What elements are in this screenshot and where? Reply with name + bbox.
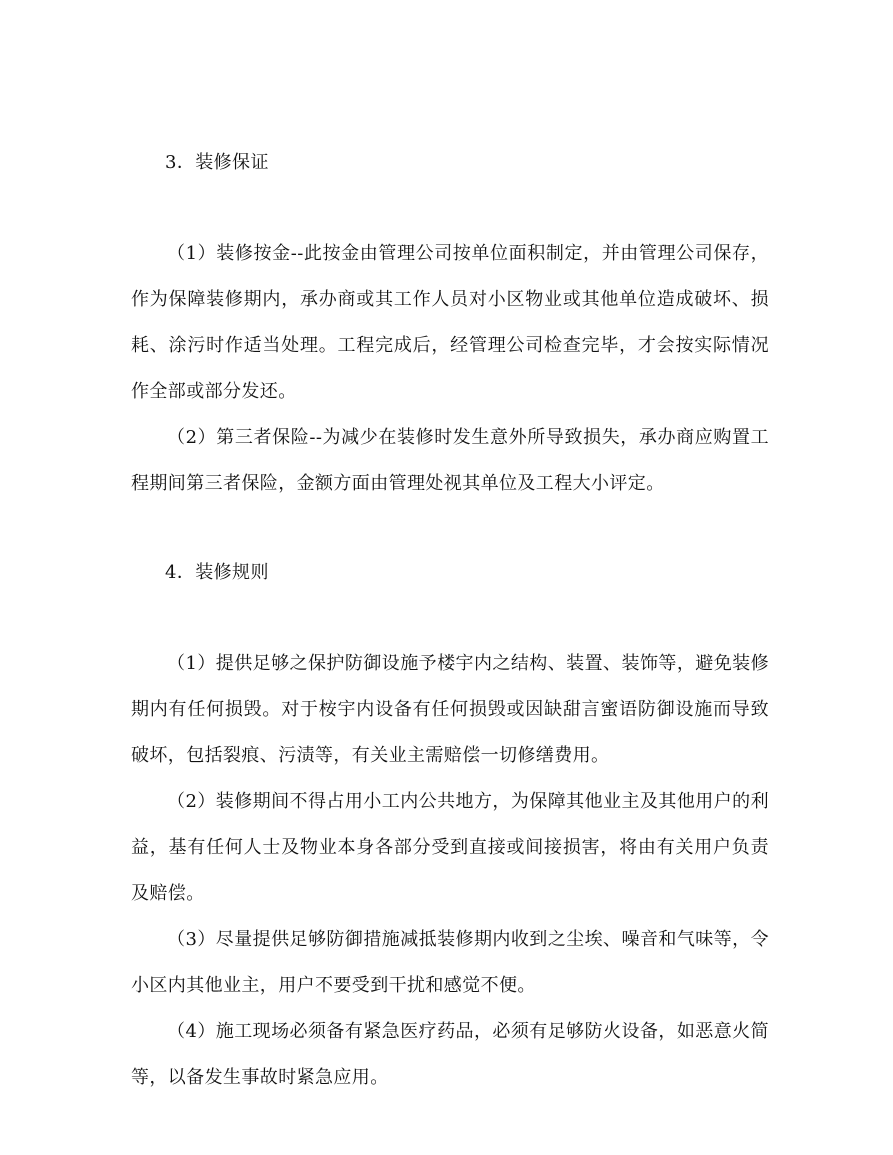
- section-heading-4: 4．装修规则: [165, 562, 269, 583]
- paragraph-insurance: （2）第三者保险--为减少在装修时发生意外所导致损失，承办商应购置工程期间第三者保险，金额方面由管理处视其单位及工程大小评定。: [131, 427, 769, 494]
- paragraph-rule-1: （1）提供足够之保护防御设施予楼宇内之结构、装置、装饰等，避免装修期内有任何损毁。对于桉宇内设备有任何损毁或因缺甜言蜜语防御设施而导致破坏，包括裂痕、污渍等，有关业主需赔偿一切修缮费用。: [131, 653, 769, 766]
- section-3-body: [131, 231, 769, 507]
- paragraph-rule-3: （3）尽量提供足够防御措施减抵装修期内收到之尘埃、噪音和气味等，令小区内其他业主，用户不要受到干扰和感觉不便。: [131, 929, 769, 996]
- paragraph-deposit: （1）装修按金--此按金由管理公司按单位面积制定，并由管理公司保存，作为保障装修期内，承办商或其工作人员对小区物业或其他单位造成破坏、损耗、涂污时作适当处理。工程完成后，经管理公司检查完毕，才会按实际情况作全部或部分发还。: [131, 243, 769, 402]
- paragraph-rule-4: （4）施工现场必须备有紧急医疗药品，必须有足够防火设备，如恶意火简等，以备发生事故时紧急应用。: [131, 1021, 769, 1088]
- paragraph-rule-2: （2）装修期间不得占用小工内公共地方，为保障其他业主及其他用户的利益，基有任何人士及物业本身各部分受到直接或间接损害，将由有关用户负责及赔偿。: [131, 791, 769, 904]
- section-heading-3: 3．装修保证: [165, 152, 269, 173]
- section-4-body: [131, 641, 769, 1101]
